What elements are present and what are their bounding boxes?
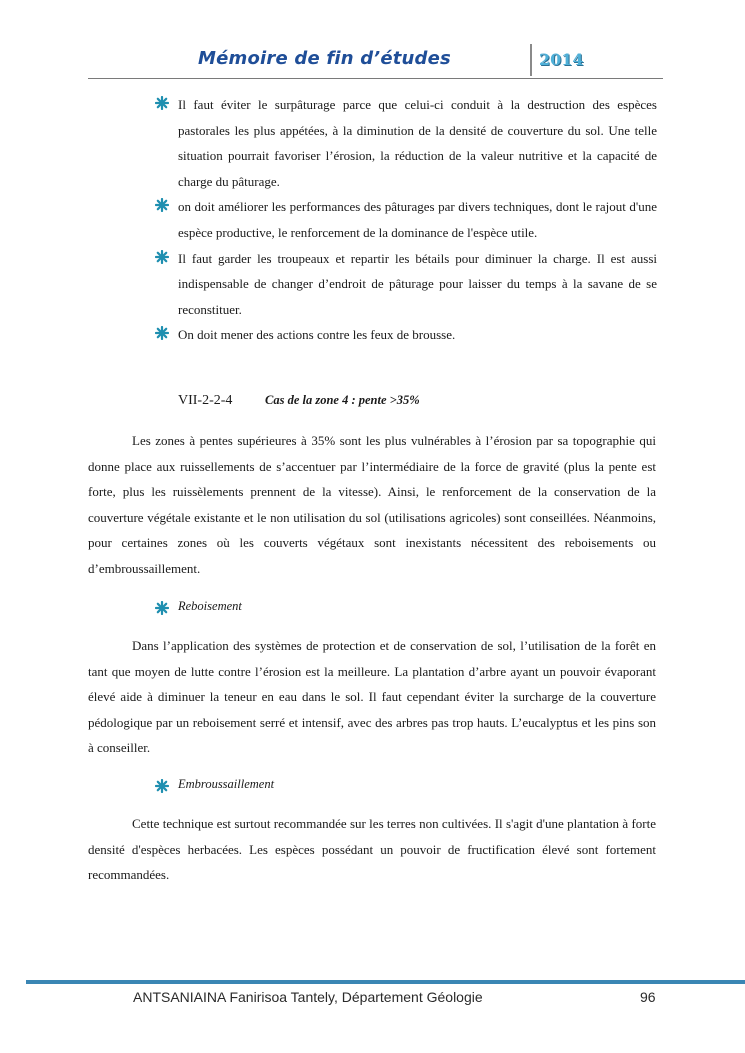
section-heading [178,393,420,409]
star-bullet-icon [155,96,169,110]
subheading-label: Reboisement [178,599,242,613]
section-number: VII-2-2-4 [178,393,233,408]
recommendation-list [155,92,657,348]
star-bullet-icon [155,779,169,793]
intro-paragraph: Les zones à pentes supérieures à 35% sont les plus vulnérables à l’érosion par sa topographie qui donne place aux ruissellements de s’accentuer par l’intermédiaire de la force de gravité (plus la pente est forte, plus les ruissèlements prennent de la vitesse). Ainsi, le renforcement de la conservation de la couverture végétale existante et le non utilisation du sol (utilisations agricoles) sont conseillées. Néanmoins, pour certaines zones où les couverts végétaux sont inexistants nécessitent des reboisements ou d’embroussaillement. [88,433,656,576]
footer-author: ANTSANIAINA Fanirisoa Tantely, Département Géologie [133,989,483,1005]
star-bullet-icon [155,250,169,264]
list-item [155,246,657,323]
reboisement-paragraph: Dans l’application des systèmes de protection et de conservation de sol, l’utilisation de la forêt en tant que moyen de lutte contre l’érosion est la meilleure. La plantation d’arbre ayant un pouvoir évaporant élevé aide à diminuer la teneur en eau dans le sol. Il faut cependant éviter la surcharge de la couverture pédologique par un reboisement serré et intensif, avec des arbres pas trop hauts. L’eucalyptus et les pins son à conseiller. [88,638,656,756]
subheading-reboisement [155,599,242,614]
list-item [155,194,657,245]
page-number: 96 [640,989,656,1005]
list-item-text: Il faut éviter le surpâturage parce que celui-ci conduit à la destruction des espèces pastorales les plus appétées, à la diminution de la densité de couverture du sol. Une telle situation pourrait favoriser l’érosion, la réduction de la valeur nutritive et la capacité de charge du pâturage. [178,97,657,189]
header-year: 2014 [539,50,584,69]
star-bullet-icon [155,601,169,615]
list-item-text: on doit améliorer les performances des pâturages par divers techniques, dont le rajout d'une espèce productive, le renforcement de la dominance de l'espèce utile. [178,199,657,240]
star-bullet-icon [155,326,169,340]
header-separator [530,44,532,76]
list-item [155,322,657,348]
star-bullet-icon [155,198,169,212]
list-item [155,92,657,194]
header-title: Mémoire de fin d’études [198,48,451,69]
section-title: Cas de la zone 4 : pente >35% [265,393,420,407]
list-item-text: On doit mener des actions contre les feux de brousse. [178,327,456,343]
subheading-embroussaillement [155,777,274,792]
page-header [88,40,663,80]
header-rule [88,78,663,79]
embroussaillement-paragraph: Cette technique est surtout recommandée sur les terres non cultivées. Il s'agit d'une plantation à forte densité d'espèces herbacées. Les espèces possédant un pouvoir de fructification élevé sont fortement recommandées. [88,816,656,883]
list-item-text: Il faut garder les troupeaux et repartir les bétails pour diminuer la charge. Il est aussi indispensable de changer d’endroit de pâturage pour laisser du temps à la savane de se reconstituer. [178,250,657,317]
footer-rule [26,980,745,984]
subheading-label: Embroussaillement [178,777,275,791]
